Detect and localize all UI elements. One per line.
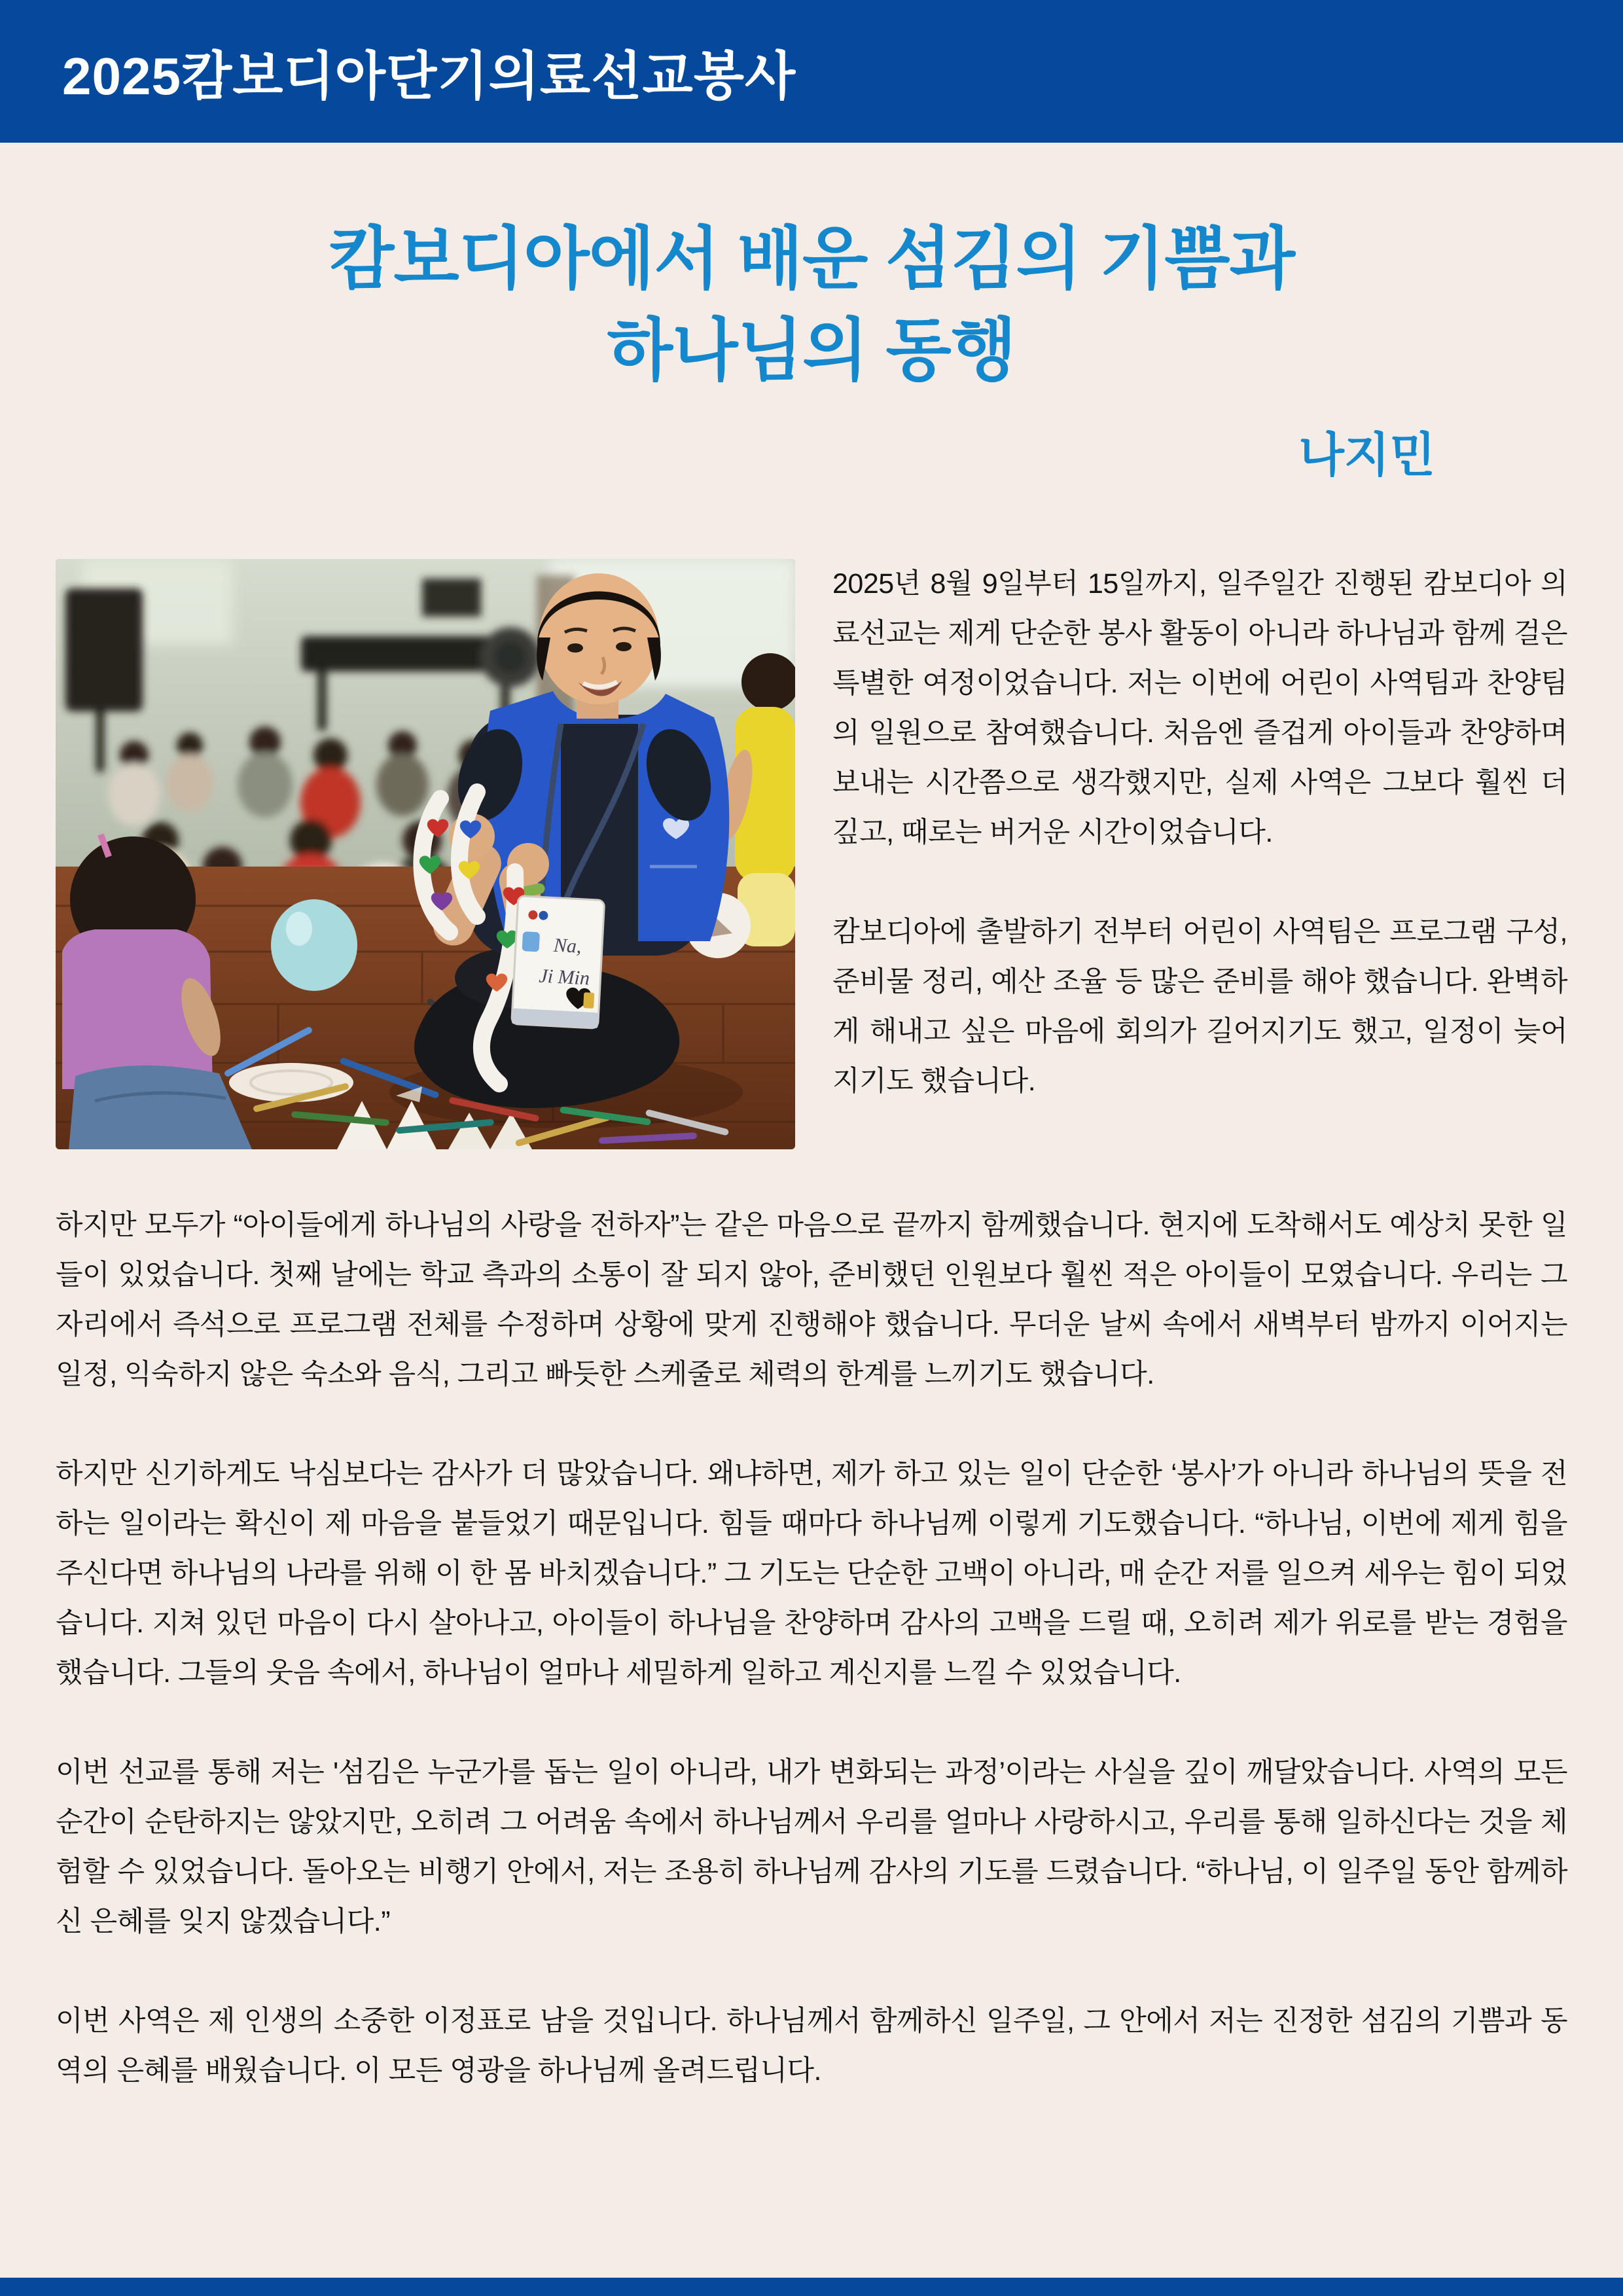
author-name: 나지민 xyxy=(1298,429,1435,482)
body-paragraph: 캄보디아에 출발하기 전부터 어린이 사역팀은 프로그램 구성, 준비물 정리, 예산 조율 등 많은 준비를 해야 했습니다. 완벽하게 해내고 싶은 마음에 회의가 길어지기도 했고, 일정이 늦어지기도 했습니다. xyxy=(832,916,1567,1097)
body-paragraph: 하지만 모두가 “아이들에게 하나님의 사랑을 전하자”는 같은 마음으로 끝까지 함께했습니다. 현지에 도착해서도 예상치 못한 일들이 있었습니다. 첫째 날에는 학교 측과의 소통이 잘 되지 않아, 준비했던 인원보다 훨씬 적은 아이들이 모였습니다. 우리는 그 자리에서 즉석으로 프로그램 전체를 수정하며 상황에 맞게 진행해야 했습니다. 무더운 날씨 속에서 새벽부터 밤까지 이어지는 일정, 익숙하지 않은 숙소와 음식, 그리고 빠듯한 스케줄로 체력의 한계를 느끼기도 했습니다. xyxy=(56,1210,1567,1390)
body-paragraph: 이번 사역은 제 인생의 소중한 이정표로 남을 것입니다. 하나님께서 함께하신 일주일, 그 안에서 저는 진정한 섬김의 기쁨과 동역의 은혜를 배웠습니다. 이 모든 영광을 하나님께 올려드립니다. xyxy=(56,2005,1567,2087)
photo-side-text xyxy=(832,559,1567,1149)
full-width-paragraphs xyxy=(56,1200,1567,2096)
header-band xyxy=(0,0,1623,143)
body-paragraph: 하지만 신기하게도 낙심보다는 감사가 더 많았습니다. 왜냐하면, 제가 하고 있는 일이 단순한 ‘봉사’가 아니라 하나님의 뜻을 전하는 일이라는 확신이 제 마음을 붙들었기 때문입니다. 힘들 때마다 하나님께 이렇게 기도했습니다. “하나님, 이번에 제게 힘을 주신다면 하나님의 나라를 위해 이 한 몸 바치겠습니다.” 그 기도는 단순한 고백이 아니라, 매 순간 저를 일으켜 세우는 힘이 되었습니다. 지쳐 있던 마음이 다시 살아나고, 아이들이 하나님을 찬양하며 감사의 고백을 드릴 때, 오히려 제가 위로를 받는 경험을 했습니다. 그들의 웃음 속에서, 하나님이 얼마나 세밀하게 일하고 계신지를 느낄 수 있었습니다. xyxy=(56,1458,1567,1689)
header-title: 2025캄보디아단기의료선교봉사 xyxy=(62,46,796,105)
article-content xyxy=(56,559,1567,2096)
body-paragraph: 이번 선교를 통해 저는 '섬김은 누군가를 돕는 일이 아니라, 내가 변화되는 과정’이라는 사실을 깊이 깨달았습니다. 사역의 모든 순간이 순탄하지는 않았지만, 오히려 그 어려움 속에서 하나님께서 우리를 얼마나 사랑하시고, 우리를 통해 일하신다는 것을 체험할 수 있었습니다. 돌아오는 비행기 안에서, 저는 조용히 하나님께 감사의 기도를 드렸습니다. “하나님, 이 일주일 동안 함께하신 은혜를 잊지 않겠습니다.” xyxy=(56,1757,1567,1937)
article-title-line1: 캄보디아에서 배운 섬김의 기쁨과 xyxy=(328,221,1295,297)
photo-balloon xyxy=(271,899,357,991)
nametag-text-line1: Na, xyxy=(553,934,582,958)
photo-text-row xyxy=(56,559,1567,1149)
nametag-text-line2: Ji Min xyxy=(538,965,590,990)
photo-name-tag xyxy=(512,896,605,1029)
footer-band xyxy=(0,2278,1623,2296)
article-photo-illustration xyxy=(56,559,795,1149)
body-paragraph: 2025년 8월 9일부터 15일까지, 일주일간 진행된 캄보디아 의료선교는 제게 단순한 봉사 활동이 아니라 하나님과 함께 걸은 특별한 여정이었습니다. 저는 이번에 어린이 사역팀과 찬양팀의 일원으로 참여했습니다. 처음엔 즐겁게 아이들과 찬양하며 보내는 시간쯤으로 생각했지만, 실제 사역은 그보다 훨씬 더 깊고, 때로는 버거운 시간이었습니다. xyxy=(832,568,1567,848)
article-photo xyxy=(56,559,795,1149)
article-title-line2: 하나님의 동행 xyxy=(607,313,1016,389)
article-title xyxy=(56,213,1567,397)
